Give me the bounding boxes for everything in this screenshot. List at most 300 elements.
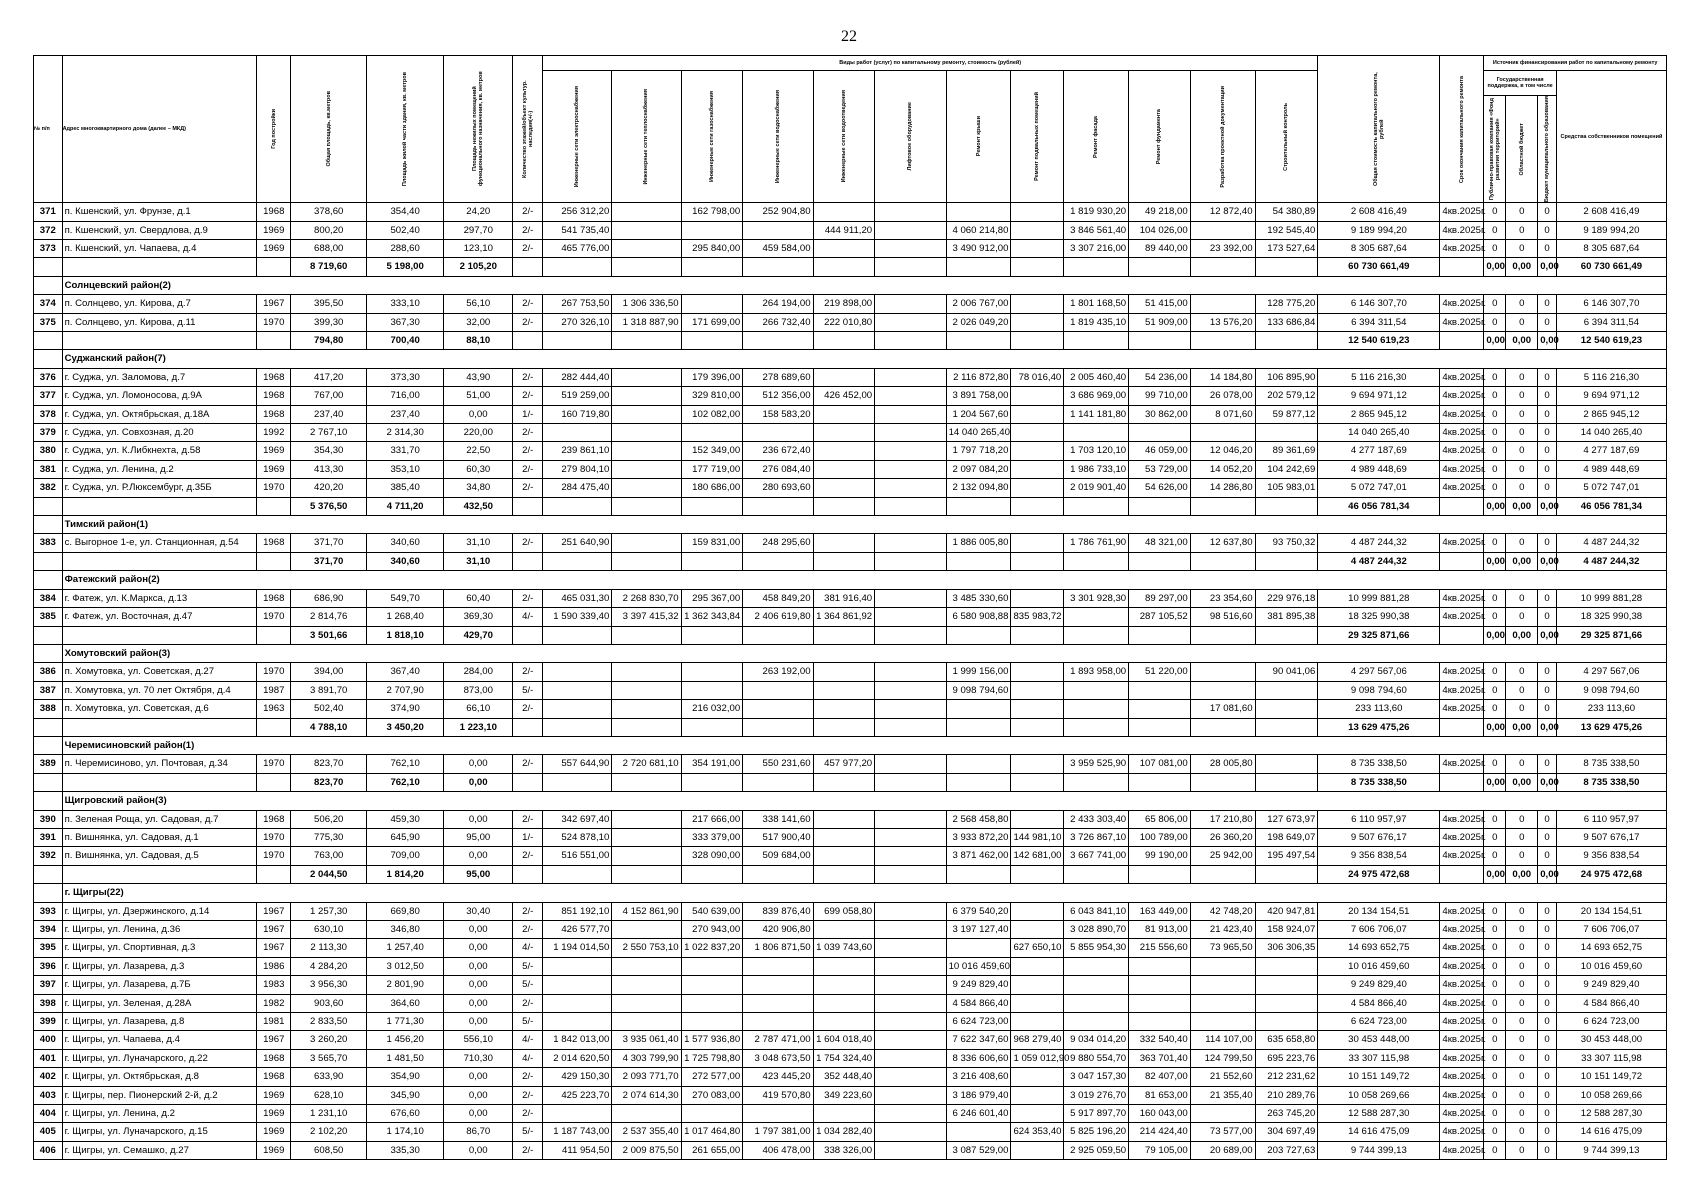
row-nonres-area: 0,00 xyxy=(444,1141,513,1159)
row-work-cost: 6 580 908,88 xyxy=(946,608,1011,626)
row-total-area: 2 113,30 xyxy=(291,939,367,957)
row-total-cost: 9 694 971,12 xyxy=(1318,387,1440,405)
row-floors: 2/- xyxy=(513,387,543,405)
row-work-cost: 5 917 897,70 xyxy=(1064,1105,1129,1123)
row-total-cost: 4 989 448,69 xyxy=(1318,460,1440,478)
header-municipal: Бюджет муниципального образования xyxy=(1538,96,1557,203)
row-work-cost: 517 900,40 xyxy=(743,828,813,846)
district-name: Суджанский район(7) xyxy=(62,350,1666,368)
row-work-cost: 10 016 459,60 xyxy=(946,957,1011,975)
row-nonres-area: 710,30 xyxy=(444,1049,513,1067)
header-work-control: Строительный контроль xyxy=(1255,71,1318,203)
row-total-cost: 4 297 567,06 xyxy=(1318,663,1440,681)
row-floors: 2/- xyxy=(513,810,543,828)
total-fund: 0,00 xyxy=(1484,773,1506,791)
row-owners: 14 040 265,40 xyxy=(1556,424,1666,442)
total-regional: 0,00 xyxy=(1506,552,1538,570)
row-work-cost: 133 686,84 xyxy=(1255,313,1318,331)
row-work-cost xyxy=(543,957,612,975)
row-number: 383 xyxy=(34,534,63,552)
row-deadline: 4кв.2025г. xyxy=(1440,460,1484,478)
row-total-area: 775,30 xyxy=(291,828,367,846)
row-work-cost: 524 878,10 xyxy=(543,828,612,846)
row-municipal: 0 xyxy=(1538,1013,1557,1031)
row-total-cost: 9 356 838,54 xyxy=(1318,847,1440,865)
total-empty xyxy=(681,332,743,350)
row-number: 403 xyxy=(34,1086,63,1104)
row-regional: 0 xyxy=(1506,460,1538,478)
total-empty xyxy=(1440,332,1484,350)
row-nonres-area: 0,00 xyxy=(444,405,513,423)
row-work-cost xyxy=(875,313,946,331)
row-fund: 0 xyxy=(1484,313,1506,331)
table-row xyxy=(34,663,1667,681)
table-row xyxy=(34,608,1667,626)
row-total-area: 630,10 xyxy=(291,921,367,939)
row-total-area: 823,70 xyxy=(291,755,367,773)
row-work-cost: 264 194,00 xyxy=(743,295,813,313)
total-nonres-area: 432,50 xyxy=(444,497,513,515)
row-deadline: 4кв.2025г. xyxy=(1440,203,1484,221)
row-work-cost: 160 043,00 xyxy=(1129,1105,1191,1123)
row-address: г. Щигры, ул. Лазарева, д.8 xyxy=(62,1013,257,1031)
row-number: 372 xyxy=(34,221,63,239)
row-work-cost: 3 028 890,70 xyxy=(1064,921,1129,939)
total-empty xyxy=(543,497,612,515)
total-empty xyxy=(946,773,1011,791)
row-work-cost: 278 689,60 xyxy=(743,368,813,386)
district-empty xyxy=(34,571,63,589)
row-work-cost: 429 150,30 xyxy=(543,1068,612,1086)
total-empty xyxy=(34,626,63,644)
total-empty xyxy=(612,626,681,644)
row-living-area: 353,10 xyxy=(367,460,444,478)
row-work-cost xyxy=(875,700,946,718)
total-area: 5 376,50 xyxy=(291,497,367,515)
row-address: г. Щигры, ул. Лазарева, д.3 xyxy=(62,957,257,975)
district-empty xyxy=(34,350,63,368)
header-regional: Областной бюджет xyxy=(1506,96,1538,203)
row-number: 389 xyxy=(34,755,63,773)
total-empty xyxy=(34,552,63,570)
row-living-area: 373,30 xyxy=(367,368,444,386)
row-year: 1981 xyxy=(257,1013,291,1031)
row-work-cost: 79 105,00 xyxy=(1129,1141,1191,1159)
row-year: 1969 xyxy=(257,442,291,460)
row-work-cost xyxy=(681,663,743,681)
row-owners: 6 146 307,70 xyxy=(1556,295,1666,313)
row-work-cost xyxy=(875,847,946,865)
total-empty xyxy=(1255,718,1318,736)
row-work-cost: 279 804,10 xyxy=(543,460,612,478)
row-total-area: 1 257,30 xyxy=(291,902,367,920)
row-regional: 0 xyxy=(1506,1123,1538,1141)
row-work-cost: 1 999 156,00 xyxy=(946,663,1011,681)
row-work-cost: 423 445,20 xyxy=(743,1068,813,1086)
row-deadline: 4кв.2025г. xyxy=(1440,424,1484,442)
row-work-cost: 2 019 901,40 xyxy=(1064,479,1129,497)
row-work-cost: 90 041,06 xyxy=(1255,663,1318,681)
total-fund: 0,00 xyxy=(1484,865,1506,883)
row-work-cost: 512 356,00 xyxy=(743,387,813,405)
row-work-cost xyxy=(1064,976,1129,994)
row-municipal: 0 xyxy=(1538,828,1557,846)
total-empty xyxy=(62,865,257,883)
total-empty xyxy=(612,497,681,515)
row-deadline: 4кв.2025г. xyxy=(1440,681,1484,699)
row-work-cost: 3 307 216,00 xyxy=(1064,239,1129,257)
row-owners: 4 584 866,40 xyxy=(1556,994,1666,1012)
header-living-area: Площадь жилой части здания, кв. метров xyxy=(367,56,444,203)
total-empty xyxy=(34,865,63,883)
row-floors: 2/- xyxy=(513,902,543,920)
row-regional: 0 xyxy=(1506,387,1538,405)
row-fund: 0 xyxy=(1484,828,1506,846)
row-work-cost: 59 877,12 xyxy=(1255,405,1318,423)
row-work-cost xyxy=(681,681,743,699)
row-floors: 2/- xyxy=(513,313,543,331)
row-work-cost xyxy=(1255,957,1318,975)
row-floors: 2/- xyxy=(513,1105,543,1123)
row-municipal: 0 xyxy=(1538,921,1557,939)
row-work-cost xyxy=(1064,681,1129,699)
row-total-area: 413,30 xyxy=(291,460,367,478)
row-work-cost xyxy=(875,1123,946,1141)
row-work-cost: 215 556,60 xyxy=(1129,939,1191,957)
row-total-cost: 10 016 459,60 xyxy=(1318,957,1440,975)
row-number: 402 xyxy=(34,1068,63,1086)
row-regional: 0 xyxy=(1506,368,1538,386)
row-total-area: 502,40 xyxy=(291,700,367,718)
row-work-cost xyxy=(946,755,1011,773)
row-work-cost xyxy=(612,479,681,497)
table-row xyxy=(34,681,1667,699)
row-work-cost xyxy=(612,442,681,460)
row-number: 398 xyxy=(34,994,63,1012)
row-work-cost: 2 014 620,50 xyxy=(543,1049,612,1067)
row-work-cost: 13 576,20 xyxy=(1190,313,1255,331)
district-header-row xyxy=(34,276,1667,294)
table-row xyxy=(34,203,1667,221)
row-work-cost xyxy=(1255,1013,1318,1031)
row-address: г. Суджа, ул. К.Либкнехта, д.58 xyxy=(62,442,257,460)
row-fund: 0 xyxy=(1484,847,1506,865)
total-empty xyxy=(946,626,1011,644)
total-fund: 0,00 xyxy=(1484,718,1506,736)
row-year: 1987 xyxy=(257,681,291,699)
row-work-cost xyxy=(743,976,813,994)
row-work-cost: 1 577 936,80 xyxy=(681,1031,743,1049)
table-row xyxy=(34,589,1667,607)
row-work-cost: 2 009 875,50 xyxy=(612,1141,681,1159)
row-nonres-area: 24,20 xyxy=(444,203,513,221)
total-empty xyxy=(62,626,257,644)
total-empty xyxy=(62,497,257,515)
row-total-cost: 10 151 149,72 xyxy=(1318,1068,1440,1086)
total-empty xyxy=(1011,626,1064,644)
row-living-area: 676,60 xyxy=(367,1105,444,1123)
row-deadline: 4кв.2025г. xyxy=(1440,313,1484,331)
total-cost: 24 975 472,68 xyxy=(1318,865,1440,883)
total-empty xyxy=(1011,773,1064,791)
total-living-area: 4 711,20 xyxy=(367,497,444,515)
row-work-cost xyxy=(743,994,813,1012)
row-living-area: 1 257,40 xyxy=(367,939,444,957)
row-work-cost: 419 570,80 xyxy=(743,1086,813,1104)
row-year: 1963 xyxy=(257,700,291,718)
total-living-area: 340,60 xyxy=(367,552,444,570)
header-work-gas: Инженерные сети газоснабжения xyxy=(681,71,743,203)
table-row xyxy=(34,387,1667,405)
row-work-cost: 266 732,40 xyxy=(743,313,813,331)
row-work-cost: 465 776,00 xyxy=(543,239,612,257)
row-work-cost xyxy=(946,700,1011,718)
row-work-cost: 9 249 829,40 xyxy=(946,976,1011,994)
row-living-area: 1 456,20 xyxy=(367,1031,444,1049)
row-work-cost: 17 081,60 xyxy=(1190,700,1255,718)
row-work-cost: 519 259,00 xyxy=(543,387,612,405)
row-work-cost: 4 303 799,90 xyxy=(612,1049,681,1067)
row-work-cost xyxy=(681,424,743,442)
row-work-cost: 270 083,00 xyxy=(681,1086,743,1104)
row-owners: 9 744 399,13 xyxy=(1556,1141,1666,1159)
row-work-cost: 459 584,00 xyxy=(743,239,813,257)
row-work-cost: 1 819 435,10 xyxy=(1064,313,1129,331)
total-regional: 0,00 xyxy=(1506,718,1538,736)
row-work-cost xyxy=(875,1031,946,1049)
row-work-cost xyxy=(543,976,612,994)
table-row xyxy=(34,976,1667,994)
total-empty xyxy=(1190,773,1255,791)
total-empty xyxy=(62,332,257,350)
total-owners: 46 056 781,34 xyxy=(1556,497,1666,515)
row-owners: 14 693 652,75 xyxy=(1556,939,1666,957)
row-work-cost: 1 318 887,90 xyxy=(612,313,681,331)
total-empty xyxy=(743,865,813,883)
row-work-cost: 333 379,00 xyxy=(681,828,743,846)
row-work-cost: 252 904,80 xyxy=(743,203,813,221)
row-work-cost xyxy=(1064,700,1129,718)
row-number: 385 xyxy=(34,608,63,626)
row-work-cost: 20 689,00 xyxy=(1190,1141,1255,1159)
row-work-cost: 210 289,76 xyxy=(1255,1086,1318,1104)
row-owners: 233 113,60 xyxy=(1556,700,1666,718)
row-work-cost: 128 775,20 xyxy=(1255,295,1318,313)
row-work-cost: 49 218,00 xyxy=(1129,203,1191,221)
row-work-cost xyxy=(875,460,946,478)
row-number: 397 xyxy=(34,976,63,994)
table-row xyxy=(34,405,1667,423)
row-deadline: 4кв.2025г. xyxy=(1440,847,1484,865)
total-area: 4 788,10 xyxy=(291,718,367,736)
district-name: Солнцевский район(2) xyxy=(62,276,1666,294)
row-floors: 2/- xyxy=(513,295,543,313)
row-owners: 4 297 567,06 xyxy=(1556,663,1666,681)
row-nonres-area: 51,00 xyxy=(444,387,513,405)
row-total-area: 237,40 xyxy=(291,405,367,423)
row-work-cost: 158 924,07 xyxy=(1255,921,1318,939)
row-total-cost: 6 624 723,00 xyxy=(1318,1013,1440,1031)
row-work-cost xyxy=(813,847,875,865)
row-regional: 0 xyxy=(1506,957,1538,975)
total-nonres-area: 88,10 xyxy=(444,332,513,350)
row-work-cost: 695 223,76 xyxy=(1255,1049,1318,1067)
total-empty xyxy=(813,718,875,736)
row-work-cost: 104 026,00 xyxy=(1129,221,1191,239)
row-regional: 0 xyxy=(1506,921,1538,939)
row-floors: 2/- xyxy=(513,442,543,460)
header-floors: Количество этажей/объект культур. наследия(+/-) xyxy=(513,56,543,203)
row-work-cost xyxy=(1255,994,1318,1012)
row-work-cost xyxy=(1190,957,1255,975)
row-work-cost xyxy=(1064,1013,1129,1031)
row-total-cost: 2 608 416,49 xyxy=(1318,203,1440,221)
row-total-area: 3 956,30 xyxy=(291,976,367,994)
district-total-row xyxy=(34,773,1667,791)
row-address: г. Суджа, ул. Р.Люксембург, д.35Б xyxy=(62,479,257,497)
total-empty xyxy=(743,332,813,350)
row-work-cost xyxy=(1129,1013,1191,1031)
row-work-cost: 3 047 157,30 xyxy=(1064,1068,1129,1086)
total-area: 823,70 xyxy=(291,773,367,791)
row-work-cost: 99 710,00 xyxy=(1129,387,1191,405)
row-owners: 20 134 154,51 xyxy=(1556,902,1666,920)
row-work-cost: 106 895,90 xyxy=(1255,368,1318,386)
row-number: 384 xyxy=(34,589,63,607)
row-work-cost: 14 040 265,40 xyxy=(946,424,1011,442)
row-work-cost: 93 750,32 xyxy=(1255,534,1318,552)
total-empty xyxy=(1011,718,1064,736)
header-owners: Средства собственников помещений xyxy=(1556,71,1666,203)
total-empty xyxy=(1255,552,1318,570)
total-empty xyxy=(513,332,543,350)
row-work-cost: 124 799,50 xyxy=(1190,1049,1255,1067)
row-floors: 2/- xyxy=(513,1141,543,1159)
row-year: 1982 xyxy=(257,994,291,1012)
row-regional: 0 xyxy=(1506,589,1538,607)
total-owners: 24 975 472,68 xyxy=(1556,865,1666,883)
row-work-cost: 214 424,40 xyxy=(1129,1123,1191,1141)
total-regional: 0,00 xyxy=(1506,865,1538,883)
total-empty xyxy=(946,718,1011,736)
row-work-cost: 81 913,00 xyxy=(1129,921,1191,939)
row-total-cost: 18 325 990,38 xyxy=(1318,608,1440,626)
district-header-row xyxy=(34,884,1667,902)
total-fund: 0,00 xyxy=(1484,497,1506,515)
row-municipal: 0 xyxy=(1538,976,1557,994)
row-fund: 0 xyxy=(1484,442,1506,460)
district-name: Хомутовский район(3) xyxy=(62,644,1666,662)
row-work-cost xyxy=(875,1105,946,1123)
row-work-cost xyxy=(875,957,946,975)
row-living-area: 502,40 xyxy=(367,221,444,239)
row-work-cost xyxy=(612,681,681,699)
row-work-cost: 171 699,00 xyxy=(681,313,743,331)
row-year: 1969 xyxy=(257,1141,291,1159)
row-nonres-area: 556,10 xyxy=(444,1031,513,1049)
total-empty xyxy=(743,718,813,736)
row-total-cost: 9 249 829,40 xyxy=(1318,976,1440,994)
row-number: 374 xyxy=(34,295,63,313)
table-row xyxy=(34,239,1667,257)
total-empty xyxy=(743,552,813,570)
row-work-cost: 342 697,40 xyxy=(543,810,612,828)
row-work-cost: 306 306,35 xyxy=(1255,939,1318,957)
row-work-cost xyxy=(1129,957,1191,975)
row-number: 405 xyxy=(34,1123,63,1141)
row-living-area: 549,70 xyxy=(367,589,444,607)
row-work-cost xyxy=(612,1013,681,1031)
row-work-cost xyxy=(1011,1068,1064,1086)
row-work-cost xyxy=(612,368,681,386)
row-deadline: 4кв.2025г. xyxy=(1440,1049,1484,1067)
row-owners: 9 249 829,40 xyxy=(1556,976,1666,994)
row-living-area: 762,10 xyxy=(367,755,444,773)
row-fund: 0 xyxy=(1484,295,1506,313)
row-work-cost xyxy=(1129,976,1191,994)
district-empty xyxy=(34,884,63,902)
row-work-cost: 1 204 567,60 xyxy=(946,405,1011,423)
row-nonres-area: 43,90 xyxy=(444,368,513,386)
total-empty xyxy=(1255,865,1318,883)
row-work-cost xyxy=(1011,387,1064,405)
row-work-cost: 163 449,00 xyxy=(1129,902,1191,920)
row-owners: 6 624 723,00 xyxy=(1556,1013,1666,1031)
row-owners: 4 487 244,32 xyxy=(1556,534,1666,552)
total-empty xyxy=(257,332,291,350)
row-regional: 0 xyxy=(1506,1086,1538,1104)
row-floors: 2/- xyxy=(513,534,543,552)
row-nonres-area: 32,00 xyxy=(444,313,513,331)
total-living-area: 762,10 xyxy=(367,773,444,791)
total-empty xyxy=(1129,626,1191,644)
row-living-area: 669,80 xyxy=(367,902,444,920)
total-cost: 4 487 244,32 xyxy=(1318,552,1440,570)
row-work-cost xyxy=(612,994,681,1012)
row-deadline: 4кв.2025г. xyxy=(1440,1031,1484,1049)
total-empty xyxy=(543,332,612,350)
row-work-cost xyxy=(875,976,946,994)
total-empty xyxy=(875,552,946,570)
row-work-cost xyxy=(1011,442,1064,460)
table-row xyxy=(34,994,1667,1012)
row-total-cost: 9 098 794,60 xyxy=(1318,681,1440,699)
row-municipal: 0 xyxy=(1538,700,1557,718)
total-empty xyxy=(513,258,543,276)
row-fund: 0 xyxy=(1484,1031,1506,1049)
row-year: 1983 xyxy=(257,976,291,994)
row-living-area: 367,40 xyxy=(367,663,444,681)
row-address: г. Фатеж, ул. К.Маркса, д.13 xyxy=(62,589,257,607)
row-work-cost: 142 681,00 xyxy=(1011,847,1064,865)
row-address: г. Щигры, пер. Пионерский 2-й, д.2 xyxy=(62,1086,257,1104)
row-total-cost: 7 606 706,07 xyxy=(1318,921,1440,939)
row-number: 380 xyxy=(34,442,63,460)
row-work-cost: 835 983,72 xyxy=(1011,608,1064,626)
row-work-cost: 1 364 861,92 xyxy=(813,608,875,626)
row-work-cost: 2 925 059,50 xyxy=(1064,1141,1129,1159)
total-empty xyxy=(1064,626,1129,644)
row-year: 1969 xyxy=(257,1086,291,1104)
total-empty xyxy=(513,718,543,736)
row-work-cost: 217 666,00 xyxy=(681,810,743,828)
row-year: 1967 xyxy=(257,939,291,957)
row-total-cost: 5 072 747,01 xyxy=(1318,479,1440,497)
total-empty xyxy=(1190,552,1255,570)
row-address: п. Солнцево, ул. Кирова, д.11 xyxy=(62,313,257,331)
total-empty xyxy=(1440,626,1484,644)
page-number: 22 xyxy=(841,28,857,45)
